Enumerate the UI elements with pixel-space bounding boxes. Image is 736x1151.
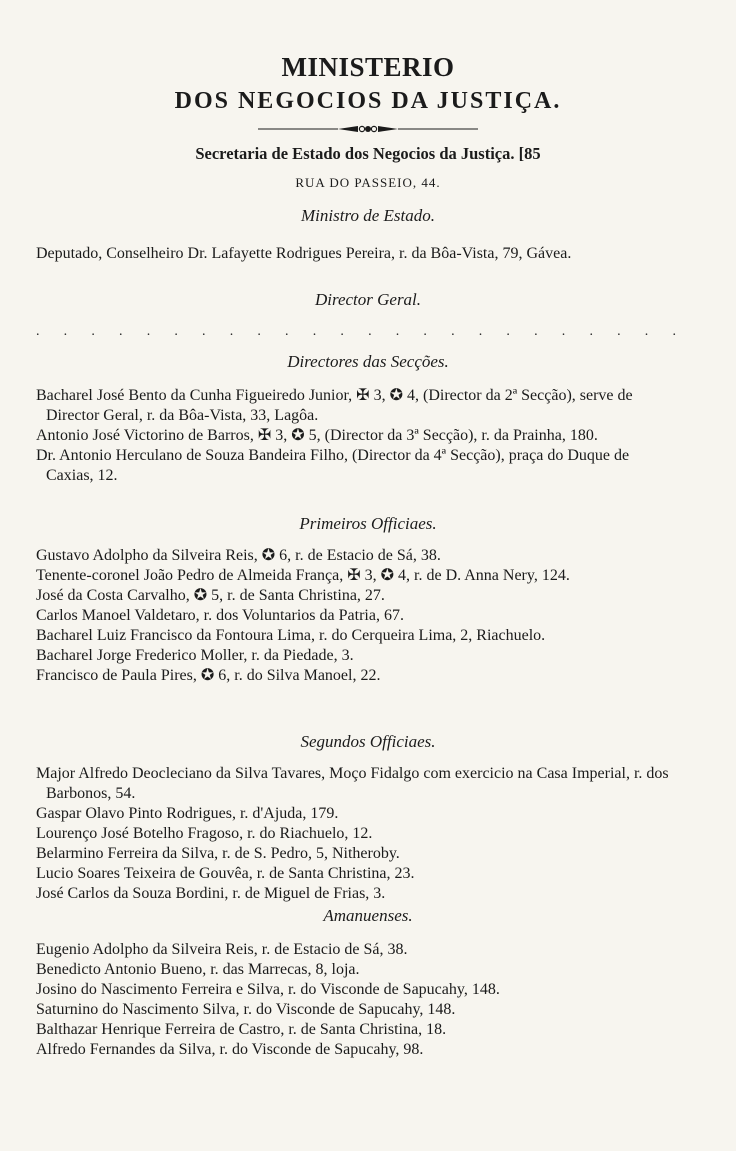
ministry-title: MINISTERIO xyxy=(281,52,455,82)
heading-director-geral: Director Geral. xyxy=(314,290,422,309)
list-item: Antonio José Victorino de Barros, ✠ 3, ✪ 5, (Director da 3ª Secção), r. da Prainha, 180. xyxy=(36,427,598,444)
list-item: Lucio Soares Teixeira de Gouvêa, r. de Santa Christina, 23. xyxy=(36,865,415,882)
list-item: Alfredo Fernandes da Silva, r. do Visconde de Sapucahy, 98. xyxy=(36,1041,424,1058)
list-item: Major Alfredo Deocleciano da Silva Tavares, Moço Fidalgo com exercicio na Casa Imperial, r. dos Barbonos, 54. xyxy=(36,765,669,802)
heading-primeiros: Primeiros Officiaes. xyxy=(299,514,437,533)
ornament-divider-icon xyxy=(258,123,478,135)
list-item: Balthazar Henrique Ferreira de Castro, r. de Santa Christina, 18. xyxy=(36,1021,447,1038)
ministry-subtitle: DOS NEGOCIOS DA JUSTIÇA. xyxy=(174,88,562,114)
address-line: RUA DO PASSEIO, 44. xyxy=(295,175,441,190)
list-item: Dr. Antonio Herculano de Souza Bandeira Filho, (Director da 4ª Secção), praça do Duque de Caxias, 12. xyxy=(36,447,630,484)
list-segundos xyxy=(36,764,676,904)
list-item: José da Costa Carvalho, ✪ 5, r. de Santa Christina, 27. xyxy=(36,587,385,604)
list-ministro xyxy=(36,244,676,264)
list-item: Benedicto Antonio Bueno, r. das Marrecas, 8, loja. xyxy=(36,961,360,978)
list-item: José Carlos da Souza Bordini, r. de Miguel de Frias, 3. xyxy=(36,885,386,902)
list-item: Bacharel Luiz Francisco da Fontoura Lima, r. do Cerqueira Lima, 2, Riachuelo. xyxy=(36,627,546,644)
heading-segundos: Segundos Officiaes. xyxy=(300,732,436,751)
list-item: Bacharel Jorge Frederico Moller, r. da Piedade, 3. xyxy=(36,647,354,664)
list-item: Carlos Manoel Valdetaro, r. dos Voluntarios da Patria, 67. xyxy=(36,607,404,624)
list-item: Saturnino do Nascimento Silva, r. do Visconde de Sapucahy, 148. xyxy=(36,1001,456,1018)
list-item: Tenente-coronel João Pedro de Almeida França, ✠ 3, ✪ 4, r. de D. Anna Nery, 124. xyxy=(36,567,570,584)
list-item: Francisco de Paula Pires, ✪ 6, r. do Silva Manoel, 22. xyxy=(36,667,381,684)
list-item: Eugenio Adolpho da Silveira Reis, r. de Estacio de Sá, 38. xyxy=(36,941,408,958)
secretaria-line: Secretaria de Estado dos Negocios da Justiça. [85 xyxy=(195,144,541,163)
list-item: Gaspar Olavo Pinto Rodrigues, r. d'Ajuda, 179. xyxy=(36,805,339,822)
heading-directores: Directores das Secções. xyxy=(287,352,449,371)
list-item: Gustavo Adolpho da Silveira Reis, ✪ 6, r. de Estacio de Sá, 38. xyxy=(36,547,441,564)
list-item: Deputado, Conselheiro Dr. Lafayette Rodrigues Pereira, r. da Bôa-Vista, 79, Gávea. xyxy=(36,245,572,262)
list-amanuenses xyxy=(36,940,676,1060)
list-primeiros xyxy=(36,546,676,686)
list-item: Belarmino Ferreira da Silva, r. de S. Pedro, 5, Nitheroby. xyxy=(36,845,400,862)
heading-amanuenses: Amanuenses. xyxy=(323,906,413,925)
list-directores xyxy=(36,386,676,486)
list-item: Josino do Nascimento Ferreira e Silva, r. do Visconde de Sapucahy, 148. xyxy=(36,981,500,998)
dotted-leader: . . . . . . . . . . . . . . . . . . . . . . . . xyxy=(36,324,676,339)
heading-ministro: Ministro de Estado. xyxy=(301,206,435,225)
list-item: Bacharel José Bento da Cunha Figueiredo Junior, ✠ 3, ✪ 4, (Director da 2ª Secção), serve de Director Geral, r. da Bôa-Vista, 33, Lagôa. xyxy=(36,387,633,424)
list-item: Lourenço José Botelho Fragoso, r. do Riachuelo, 12. xyxy=(36,825,373,842)
